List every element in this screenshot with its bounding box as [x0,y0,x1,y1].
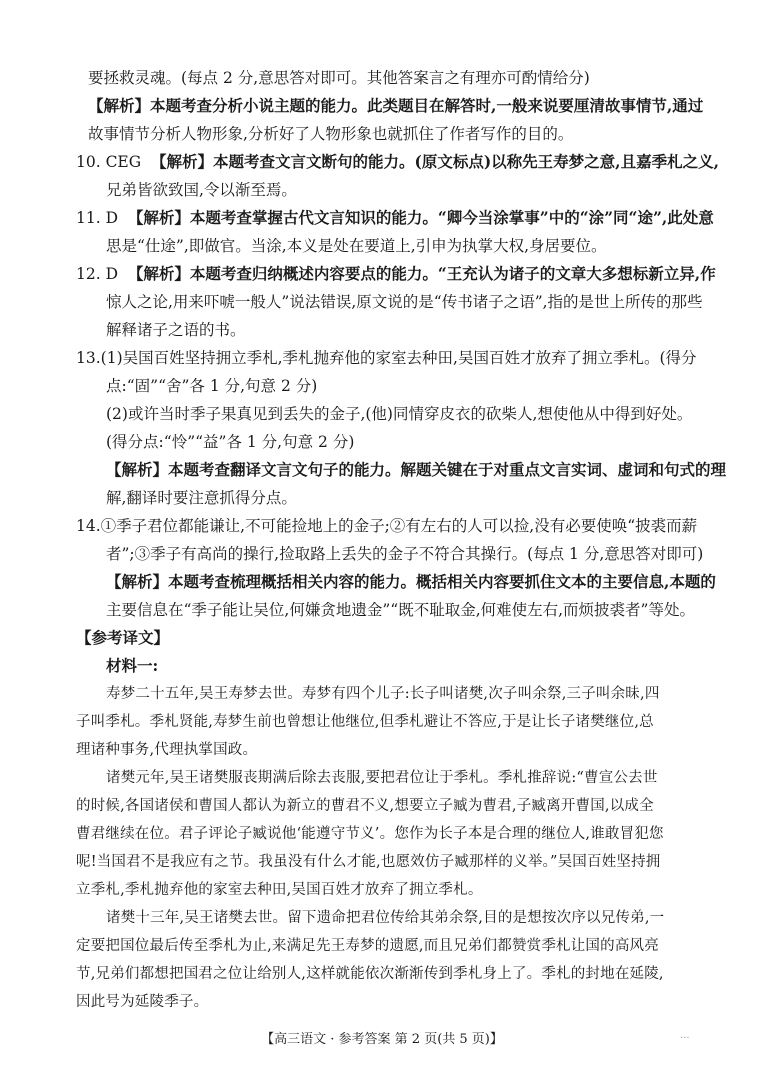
corner-mark: ... [680,1030,690,1041]
text-line: 解释诸子之语的书。 [106,321,246,339]
analysis-line: 【解析】本题考查翻译文言文句子的能力。解题关键在于对重点文言实词、虚词和句式的理 [106,460,727,479]
translation-line: 的时候,各国诸侯和曹国人都认为新立的曹君不义,想要立子臧为曹君,子臧离开曹国,以成全 [76,798,654,814]
text-line: 点:“固”“舍”各 1 分,句意 2 分) [106,377,318,395]
analysis-label: 【解析】 [151,152,214,171]
text-line: 主要信息在“季子能让吴位,何嫌贪地遗金”“既不耻取金,何难使左右,而烦披裘者”等处。 [106,601,695,619]
text-line: 解,翻译时要注意抓得分点。 [106,489,297,507]
text-line: (2)或许当时季子果真见到丢失的金子,(他)同情穿皮衣的砍柴人,想使他从中得到好处。 [106,405,693,423]
analysis-label: 【解析】 [106,572,169,591]
translation-line: 定要把国位最后传至季札为止,来满足先王寿梦的遗愿,而且兄弟们都赞赏季札让国的高风亮 [76,938,659,954]
question-number: 10. CEG [76,153,142,171]
translation-line: 呢!当国君不是我应有之节。我虽没有什么才能,也愿效仿子臧那样的义举。”吴国百姓坚持拥 [76,854,661,870]
translation-line: 因此号为延陵季子。 [76,994,209,1010]
text-line: 兄弟皆欲致国,令以渐至焉。 [106,181,297,199]
analysis-label: 【解析】 [88,96,151,115]
translation-line: 立季札,季札抛弃他的家室去种田,吴国百姓才放弃了拥立季札。 [76,882,483,898]
translation-line: 曹君继续在位。君子评论子臧说他‘能遵守节义’。您作为长子本是合理的继位人,谁敢冒犯您 [76,826,664,842]
question-13: 13.(1)吴国百姓坚持拥立季札,季札抛弃他的家室去种田,吴国百姓才放弃了拥立季札。(得分 [76,349,697,367]
page-footer: 【高三语文 · 参考答案 第 2 页(共 5 页)】 [261,1032,503,1047]
question-number: 12. D [76,265,119,283]
translation-line: 子叫季札。季札贤能,寿梦生前也曾想让他继位,但季札避让不答应,于是让长子诸樊继位,总 [76,714,654,730]
translation-line: 寿梦二十五年,吴王寿梦去世。寿梦有四个儿子:长子叫诸樊,次子叫余祭,三子叫余昧,四 [106,686,660,702]
question-10: 10. CEG 【解析】本题考查文言文断句的能力。(原文标点)以称先王寿梦之意,且嘉季札之义, [76,152,719,171]
text-line: 思是“仕途”,即做官。当涂,本义是处在要道上,引申为执掌大权,身居要位。 [106,237,607,255]
translation-line: 理诸种事务,代理执掌国政。 [76,742,258,758]
analysis-label: 【解析】 [127,264,190,283]
analysis-line: 【解析】本题考查分析小说主题的能力。此类题目在解答时,一般来说要厘清故事情节,通过 [88,96,704,115]
material-title: 材料一: [106,656,159,675]
translation-line: 诸樊十三年,吴王诸樊去世。留下遗命把君位传给其弟余祭,目的是想按次序以兄传弟,一 [106,910,665,926]
text-line: 故事情节分析人物形象,分析好了人物形象也就抓住了作者写作的目的。 [88,125,574,143]
translation-line: 诸樊元年,吴王诸樊服丧期满后除去丧服,要把君位让于季札。季札推辞说:“曹宣公去世 [106,770,658,786]
question-11: 11. D 【解析】本题考查掌握古代文言知识的能力。“卿今当涂掌事”中的“涂”同“途”,此处意 [76,208,714,227]
text-line: (得分点:“怜”“益”各 1 分,句意 2 分) [106,433,355,451]
text-line: 惊人之论,用来吓唬一般人”说法错误,原文说的是“传书诸子之语”,指的是世上所传的那些 [106,293,703,311]
text-line: 者”;③季子有高尚的操行,捡取路上丢失的金子不符合其操行。(每点 1 分,意思答对即可) [106,545,704,563]
question-12: 12. D 【解析】本题考查归纳概述内容要点的能力。“王充认为诸子的文章大多想标新立异,作 [76,264,716,283]
translation-line: 节,兄弟们都想把国君之位让给别人,这样就能依次渐渐传到季札身上了。季札的封地在延陵, [76,966,664,982]
translation-header: 【参考译文】 [76,628,170,647]
analysis-label: 【解析】 [106,460,169,479]
text-line: 要拯救灵魂。(每点 2 分,意思答对即可。其他答案言之有理亦可酌情给分) [88,69,590,87]
question-number: 13. [76,349,101,367]
analysis-line: 【解析】本题考查梳理概括相关内容的能力。概括相关内容要抓住文本的主要信息,本题的 [106,572,716,591]
analysis-label: 【解析】 [127,208,190,227]
question-14: 14.①季子君位都能谦让,不可能捡地上的金子;②有左右的人可以捡,没有必要使唤“披裘而薪 [76,517,698,535]
question-number: 11. D [76,209,119,227]
question-number: 14. [76,517,101,535]
